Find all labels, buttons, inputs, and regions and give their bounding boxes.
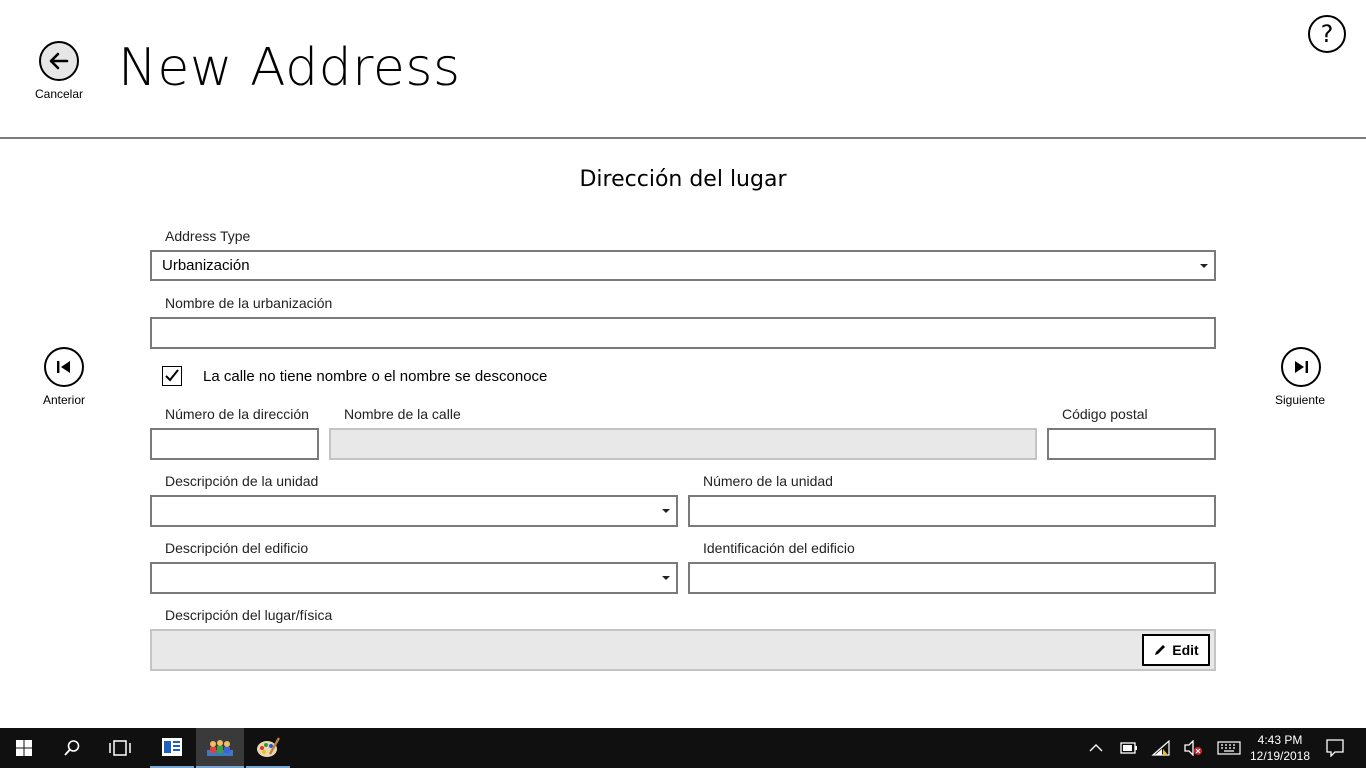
page-title: New Address xyxy=(118,38,461,98)
action-center-button[interactable] xyxy=(1320,728,1350,768)
unit-number-input[interactable] xyxy=(688,495,1216,527)
taskbar-app-paint[interactable] xyxy=(246,728,290,768)
network-button[interactable] xyxy=(1148,728,1174,768)
pencil-icon xyxy=(1153,643,1167,657)
notification-icon xyxy=(1326,739,1344,757)
building-description-select[interactable] xyxy=(150,562,678,594)
address-type-label: Address Type xyxy=(165,228,251,244)
no-street-checkbox[interactable] xyxy=(162,366,182,386)
taskbar xyxy=(0,728,1366,768)
back-label: Cancelar xyxy=(34,87,84,101)
touch-keyboard-button[interactable] xyxy=(1214,728,1244,768)
postal-code-label: Código postal xyxy=(1062,406,1148,422)
chevron-up-icon xyxy=(1089,743,1103,753)
address-number-input[interactable] xyxy=(150,428,319,460)
keyboard-icon xyxy=(1217,741,1241,755)
address-type-value: Urbanización xyxy=(162,257,250,274)
taskbar-app-people[interactable] xyxy=(196,728,244,768)
chevron-down-icon xyxy=(662,576,670,580)
section-title: Dirección del lugar xyxy=(579,167,787,192)
search-icon xyxy=(63,739,81,757)
unit-number-label: Número de la unidad xyxy=(703,473,833,489)
wifi-warning-icon xyxy=(1151,740,1171,756)
street-name-input xyxy=(329,428,1037,460)
skip-previous-icon xyxy=(54,357,74,377)
building-id-label: Identificación del edificio xyxy=(703,540,855,556)
location-description-label: Descripción del lugar/física xyxy=(165,607,333,623)
location-description-field xyxy=(150,629,1216,671)
search-button[interactable] xyxy=(48,728,96,768)
unit-description-select[interactable] xyxy=(150,495,678,527)
urbanization-input[interactable] xyxy=(150,317,1216,349)
previous-label: Anterior xyxy=(42,393,86,407)
next-button[interactable] xyxy=(1281,347,1321,387)
people-app-icon xyxy=(207,738,233,756)
unit-description-label: Descripción de la unidad xyxy=(165,473,319,489)
urbanization-label: Nombre de la urbanización xyxy=(165,295,333,311)
task-view-button[interactable] xyxy=(96,728,144,768)
clock-date: 12/19/2018 xyxy=(1249,749,1311,763)
battery-button[interactable] xyxy=(1116,728,1142,768)
chevron-down-icon xyxy=(1200,264,1208,268)
skip-next-icon xyxy=(1291,357,1311,377)
volume-muted-icon xyxy=(1183,740,1203,756)
back-button[interactable] xyxy=(39,41,79,81)
header-divider xyxy=(0,137,1366,139)
checkmark-icon xyxy=(163,367,181,385)
clock[interactable] xyxy=(1246,728,1314,768)
no-street-checkbox-label: La calle no tiene nombre o el nombre se desconoce xyxy=(203,368,548,385)
form-app-icon xyxy=(162,738,182,756)
chevron-down-icon xyxy=(662,509,670,513)
task-view-icon xyxy=(109,740,131,756)
next-label: Siguiente xyxy=(1274,393,1326,407)
edit-button[interactable] xyxy=(1142,634,1210,666)
help-button[interactable] xyxy=(1308,15,1346,53)
building-description-label: Descripción del edificio xyxy=(165,540,309,556)
volume-button[interactable] xyxy=(1180,728,1206,768)
clock-time: 4:43 PM xyxy=(1257,733,1303,747)
postal-code-input[interactable] xyxy=(1047,428,1216,460)
street-name-label: Nombre de la calle xyxy=(344,406,461,422)
address-number-label: Número de la dirección xyxy=(165,406,309,422)
taskbar-app-form[interactable] xyxy=(150,728,194,768)
previous-button[interactable] xyxy=(44,347,84,387)
start-button[interactable] xyxy=(0,728,48,768)
battery-icon xyxy=(1120,742,1138,754)
edit-label: Edit xyxy=(1172,642,1199,658)
paint-app-icon xyxy=(256,736,280,758)
help-icon: ? xyxy=(1320,20,1334,48)
windows-icon xyxy=(16,740,32,756)
arrow-left-icon xyxy=(47,49,71,73)
show-hidden-icons-button[interactable] xyxy=(1084,728,1108,768)
building-id-input[interactable] xyxy=(688,562,1216,594)
address-type-select[interactable] xyxy=(150,250,1216,281)
